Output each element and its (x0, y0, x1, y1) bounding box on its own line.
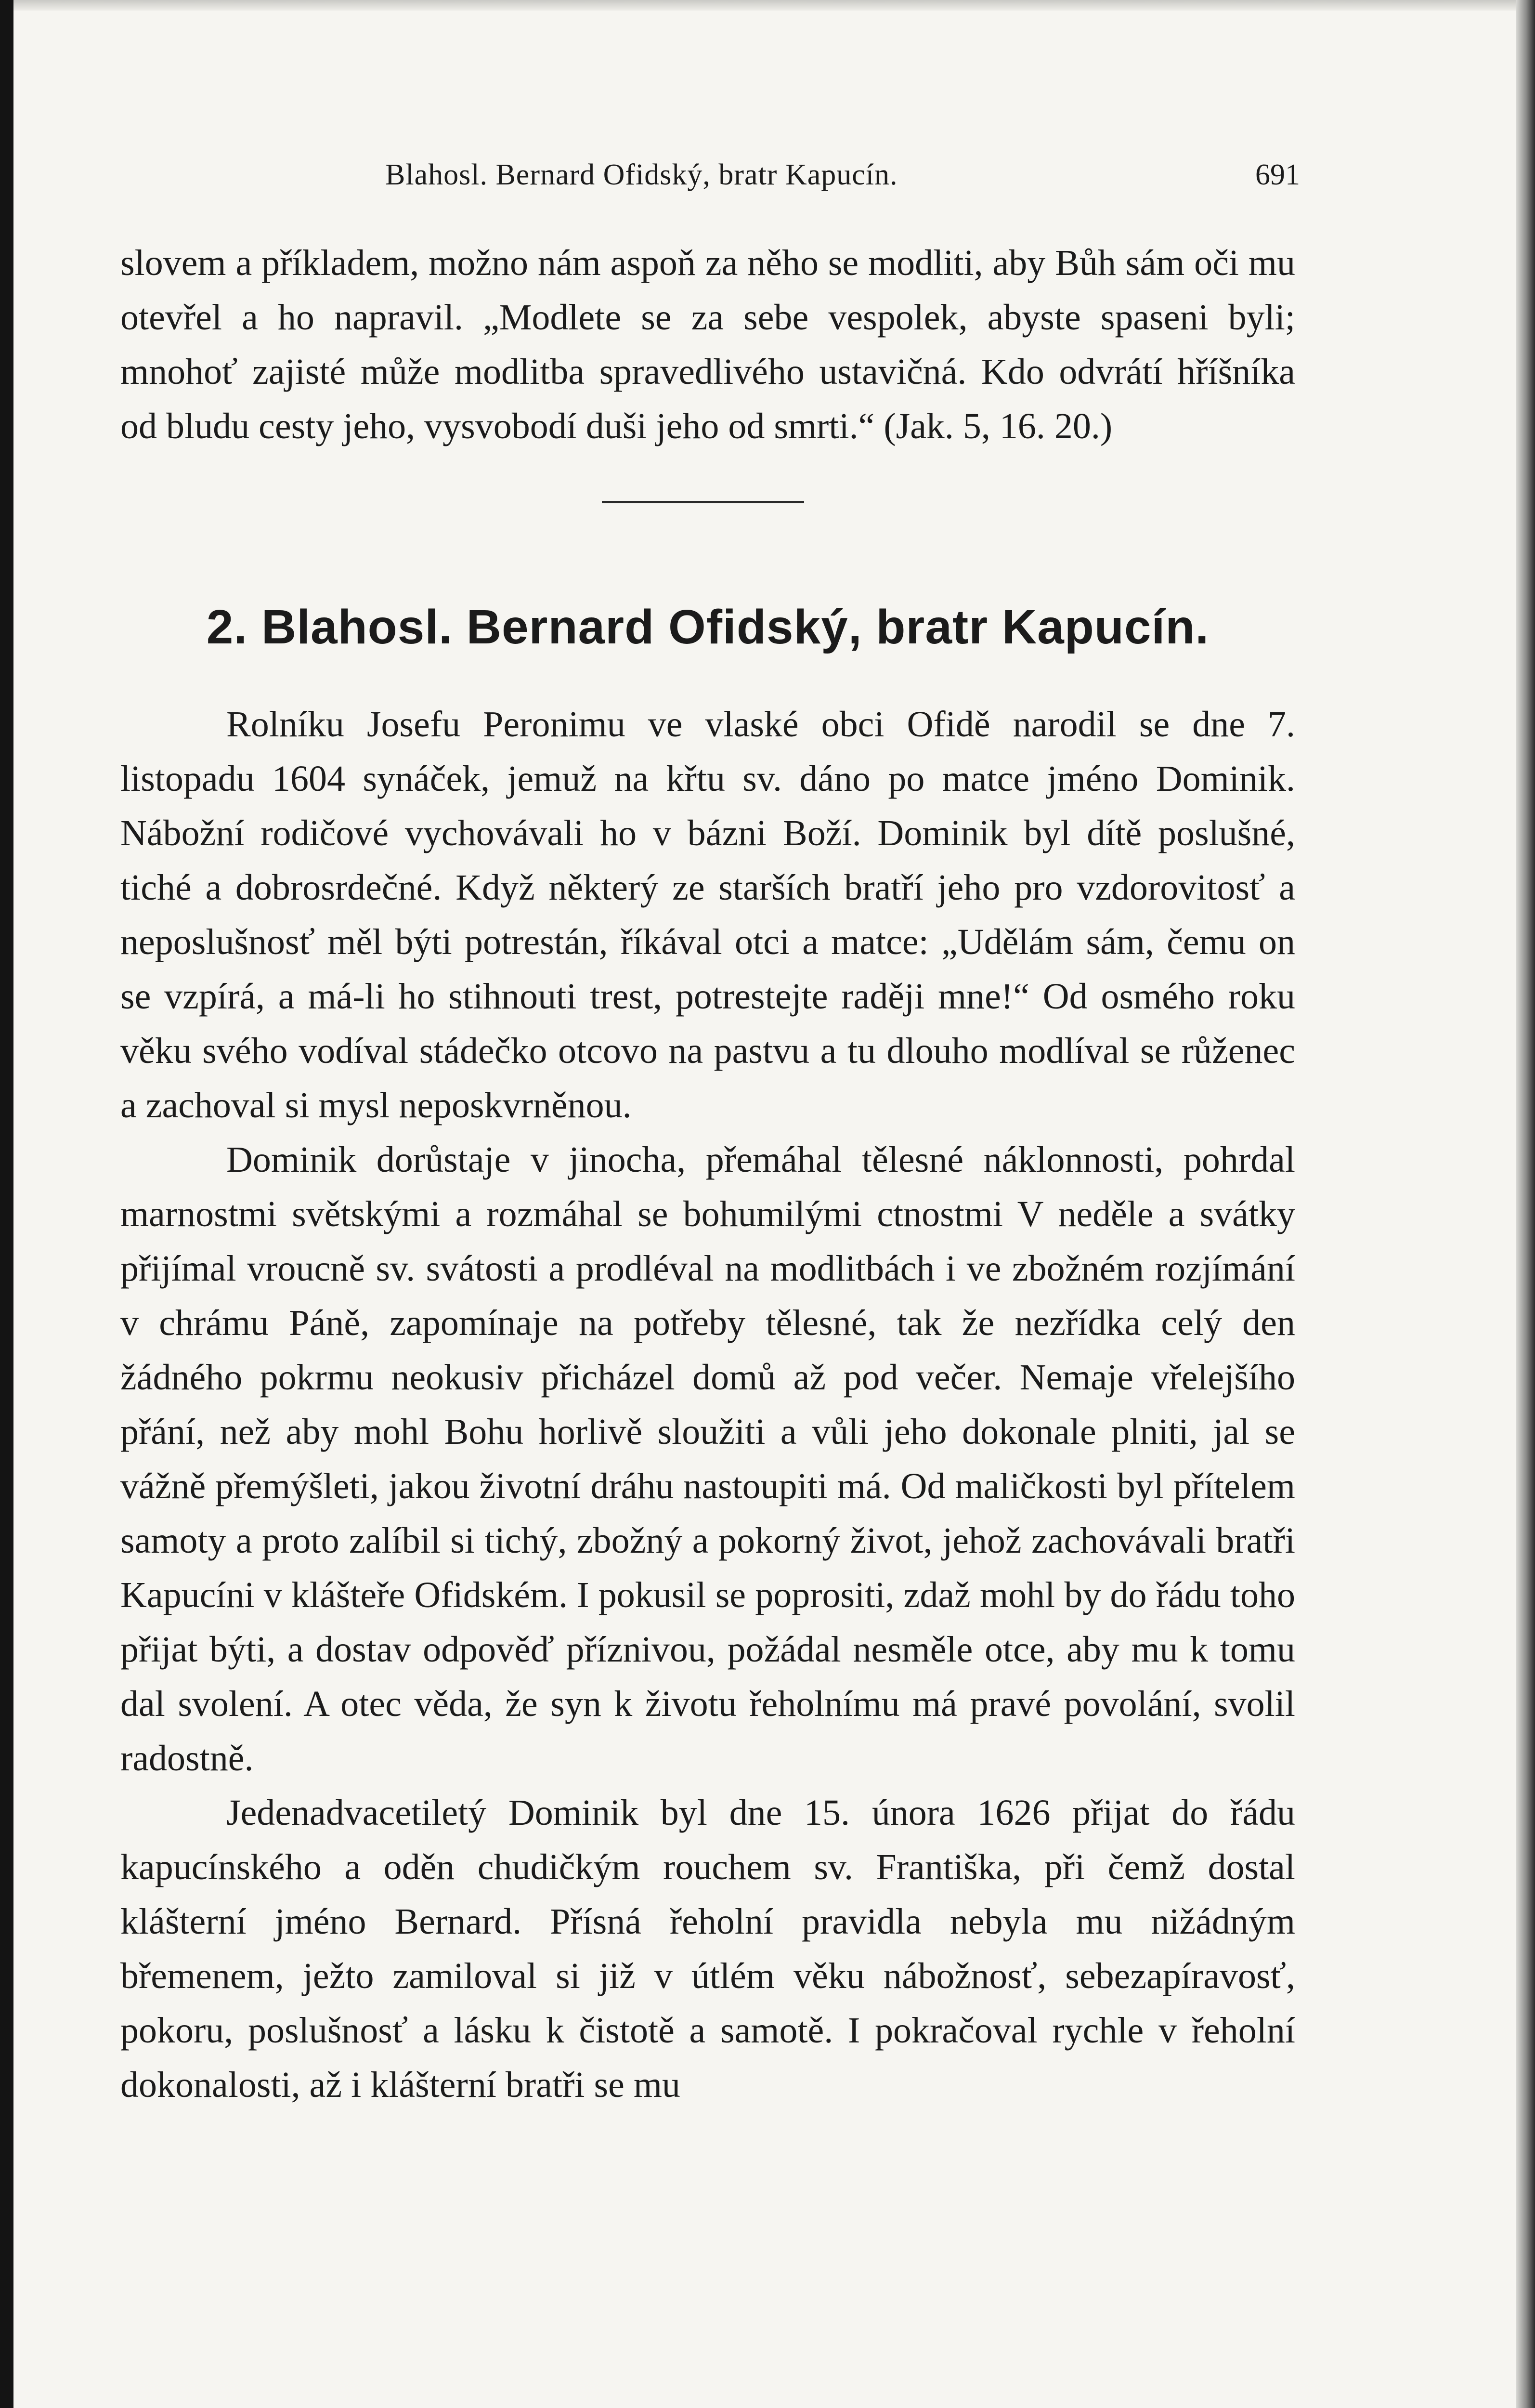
section-body (120, 697, 1295, 2112)
body-paragraph-1: Rolníku Josefu Peronimu ve vlaské obci Ofidě narodil se dne 7. listopadu 1604 synáček, jemuž na křtu sv. dáno po matce jméno Dominik. Nábožní rodičové vychovávali ho v bázni Boží. Dominik byl dítě poslušné, tiché a dobrosrdečné. Když některý ze starších bratří jeho pro vzdorovitosť a neposlušnosť měl býti potrestán, říkával otci a matce: „Udělám sám, čemu on se vzpírá, a má-li ho stihnouti trest, potrestejte raději mne!“ Od osmého roku věku svého vodíval stádečko otcovo na pastvu a tu dlouho modlíval se růženec a zachoval si mysl neposkvrněnou. (120, 704, 1295, 1125)
body-paragraph-3: Jedenadvacetiletý Dominik byl dne 15. února 1626 přijat do řádu kapucínského a oděn chudičkým rouchem sv. Františka, při čemž dostal klášterní jméno Bernard. Přísná řeholní pravidla nebyla mu nižádným břemenem, ježto zamiloval si již v útlém věku nábožnosť, sebezapíravosť, pokoru, poslušnosť a lásku k čistotě a samotě. I pokračoval rychle v řeholní dokonalosti, až i klášterní bratři se mu (120, 1793, 1295, 2105)
running-head: Blahosl. Bernard Ofidský, bratr Kapucín. (385, 158, 898, 191)
page-left-edge (0, 0, 13, 2408)
intro-paragraph: slovem a příkladem, možno nám aspoň za něho se modliti, aby Bůh sám oči mu otevřel a ho napravil. „Modlete se za sebe vespolek, abyste spaseni byli; mnohoť zajisté může modlitba spravedlivého ustavičná. Kdo odvrátí hříšníka od bludu cesty jeho, vysvobodí duši jeho od smrti.“ (Jak. 5, 16. 20.) (120, 243, 1295, 446)
intro-paragraph-block (120, 236, 1295, 454)
page-number: 691 (1255, 158, 1300, 191)
section-divider (602, 501, 804, 503)
page-top-edge (0, 0, 1535, 11)
section-title: 2. Blahosl. Bernard Ofidský, bratr Kapucín. (206, 600, 1210, 654)
page-right-edge (1516, 0, 1535, 2408)
body-paragraph-2: Dominik dorůstaje v jinocha, přemáhal tělesné náklonnosti, pohrdal marnostmi světskými a rozmáhal se bohumilými ctnostmi V neděle a svátky přijímal vroucně sv. svátosti a prodléval na modlitbách i ve zbožném rozjímání v chrámu Páně, zapomínaje na potřeby tělesné, tak že nezřídka celý den žádného pokrmu neokusiv přicházel domů až pod večer. Nemaje vřelejšího přání, než aby mohl Bohu horlivě sloužiti a vůli jeho dokonale plniti, jal se vážně přemýšleti, jakou životní dráhu nastoupiti má. Od maličkosti byl přítelem samoty a proto zalíbil si tichý, zbožný a pokorný život, jehož zachovávali bratři Kapucíni v klášteře Ofidském. I pokusil se poprositi, zdaž mohl by do řádu toho přijat býti, a dostav odpověď příznivou, požádal nesměle otce, aby mu k tomu dal svolení. A otec věda, že syn k životu řeholnímu má pravé povolání, svolil radostně. (120, 1139, 1295, 1779)
